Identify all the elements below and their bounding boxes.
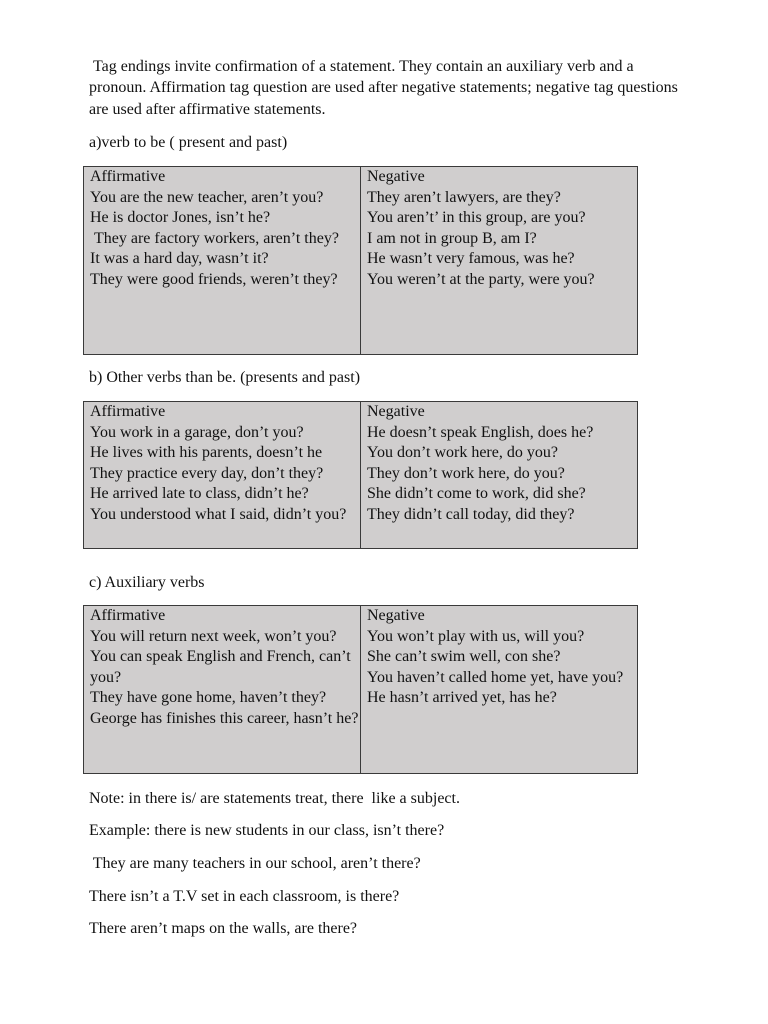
example-sentence: You weren’t at the party, were you? <box>367 270 595 288</box>
intro-paragraph: Tag endings invite confirmation of a statement. They contain an auxiliary verb and a pronoun. Affirmation tag question are used after negative statements; negative tag questions are used after affirmative statements. <box>89 58 678 118</box>
example-sentence: George has finishes this career, hasn’t he? <box>90 709 359 727</box>
example-sentence: He arrived late to class, didn’t he? <box>90 485 309 503</box>
note-line: Example: there is new students in our class, isn’t there? <box>89 822 445 839</box>
column-header: Negative <box>367 403 425 420</box>
example-sentence: He hasn’t arrived yet, has he? <box>367 689 557 707</box>
example-sentence: I am not in group B, am I? <box>367 229 537 247</box>
example-sentence: You understood what I said, didn’t you? <box>90 505 347 523</box>
example-sentence: She can’t swim well, con she? <box>367 648 561 666</box>
section-b-table <box>83 401 638 549</box>
note-line: There aren’t maps on the walls, are there? <box>89 920 358 937</box>
column-header: Affirmative <box>90 607 166 624</box>
section-a-negative-cell <box>361 167 638 355</box>
example-sentence: He wasn’t very famous, was he? <box>367 250 575 268</box>
example-sentence: It was a hard day, wasn’t it? <box>90 250 269 268</box>
column-header: Affirmative <box>90 168 166 185</box>
example-sentence: You haven’t called home yet, have you? <box>367 668 624 686</box>
section-a-affirmative-cell <box>84 167 361 355</box>
example-sentence: He doesn’t speak English, does he? <box>367 423 594 441</box>
example-sentence: They didn’t call today, did they? <box>367 505 575 523</box>
example-sentence: They practice every day, don’t they? <box>90 464 324 482</box>
example-sentence: You don’t work here, do you? <box>367 444 558 462</box>
column-header: Negative <box>367 168 425 185</box>
example-sentence: You work in a garage, don’t you? <box>90 423 304 441</box>
note-line: They are many teachers in our school, aren’t there? <box>89 855 421 872</box>
example-sentence: You are the new teacher, aren’t you? <box>90 188 324 206</box>
example-sentence: They have gone home, haven’t they? <box>90 689 327 707</box>
example-sentence: You aren’t’ in this group, are you? <box>367 209 586 227</box>
section-b-affirmative-cell <box>84 402 361 549</box>
section-b-heading: b) Other verbs than be. (presents and past) <box>89 369 361 386</box>
section-a-heading: a)verb to be ( present and past) <box>89 134 288 151</box>
column-header: Negative <box>367 607 425 624</box>
example-sentence: You can speak English and French, can’t you? <box>90 648 355 686</box>
example-sentence: They are factory workers, aren’t they? <box>90 229 339 247</box>
section-c-table <box>83 605 638 774</box>
example-sentence: You will return next week, won’t you? <box>90 627 337 645</box>
example-sentence: She didn’t come to work, did she? <box>367 485 586 503</box>
section-b-negative-cell <box>361 402 638 549</box>
column-header: Affirmative <box>90 403 166 420</box>
example-sentence: He is doctor Jones, isn’t he? <box>90 209 271 227</box>
section-c-negative-cell <box>361 606 638 774</box>
example-sentence: You won’t play with us, will you? <box>367 627 585 645</box>
section-a-table <box>83 166 638 355</box>
note-line: Note: in there is/ are statements treat, there like a subject. <box>89 790 460 807</box>
example-sentence: They were good friends, weren’t they? <box>90 270 338 288</box>
example-sentence: They aren’t lawyers, are they? <box>367 188 561 206</box>
example-sentence: He lives with his parents, doesn’t he <box>90 444 323 462</box>
note-line: There isn’t a T.V set in each classroom, is there? <box>89 888 400 905</box>
section-c-heading: c) Auxiliary verbs <box>89 574 205 591</box>
section-c-affirmative-cell <box>84 606 361 774</box>
example-sentence: They don’t work here, do you? <box>367 464 565 482</box>
